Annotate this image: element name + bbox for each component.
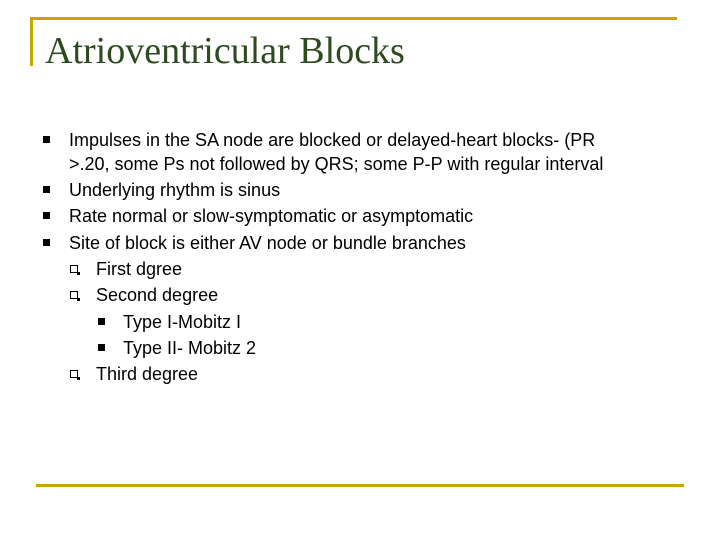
square-bullet-icon bbox=[43, 239, 50, 246]
bullet-text: Impulses in the SA node are blocked or delayed-heart blocks- (PR bbox=[69, 130, 596, 150]
bullet-text-continued: >.20, some Ps not followed by QRS; some P-P with regular interval bbox=[69, 154, 604, 174]
sub-bullet-text: Third degree bbox=[96, 364, 199, 384]
hollow-square-bullet-icon bbox=[70, 370, 78, 378]
square-bullet-icon bbox=[43, 136, 50, 143]
sub-sub-bullet-text: Type I-Mobitz I bbox=[123, 312, 242, 332]
sub-sub-bullet-text: Type II- Mobitz 2 bbox=[123, 338, 257, 358]
square-bullet-icon bbox=[43, 212, 50, 219]
sub-bullet-text: First dgree bbox=[96, 259, 183, 279]
bullet-text: Rate normal or slow-symptomatic or asymptomatic bbox=[69, 206, 474, 226]
square-bullet-icon bbox=[98, 344, 105, 351]
hollow-square-bullet-icon bbox=[70, 291, 78, 299]
slide-title: Atrioventricular Blocks bbox=[45, 30, 405, 72]
square-bullet-icon bbox=[98, 318, 105, 325]
bullet-text: Site of block is either AV node or bundle branches bbox=[69, 233, 466, 253]
bullet-text: Underlying rhythm is sinus bbox=[69, 180, 281, 200]
sub-bullet-text: Second degree bbox=[96, 285, 219, 305]
hollow-square-bullet-icon bbox=[70, 265, 78, 273]
square-bullet-icon bbox=[43, 186, 50, 193]
